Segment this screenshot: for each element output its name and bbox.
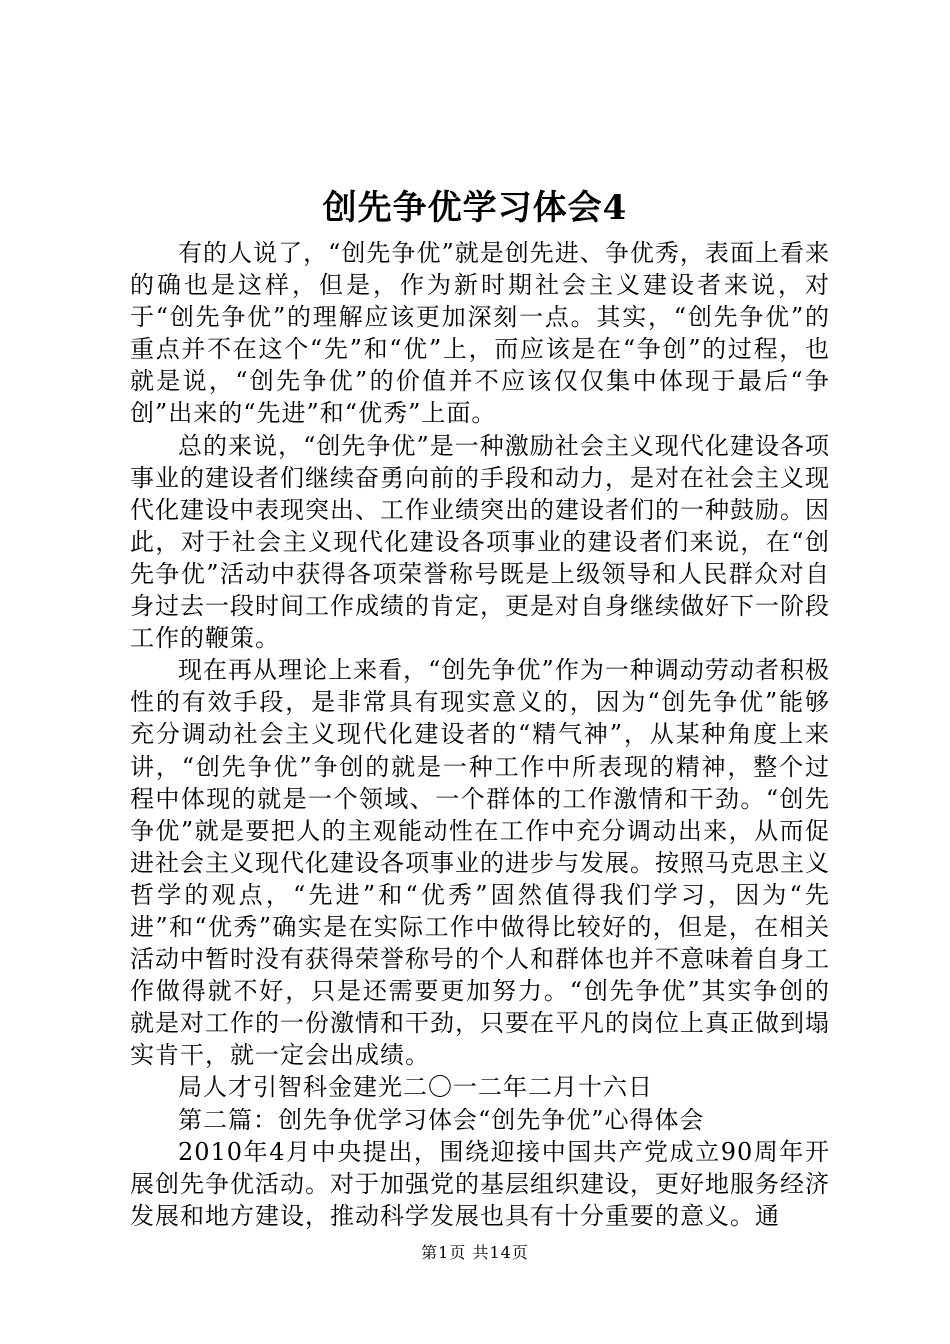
- page-number-footer: 第1页 共14页: [421, 1243, 529, 1262]
- signature-line: 局人才引智科金建光二〇一二年二月十六日: [178, 1073, 653, 1102]
- paragraph-4: 2010年4月中央提出，围绕迎接中国共产党成立90周年开展创先争优活动。对于加强党的基层组织建设，更好地服务经济发展和地方建设，推动科学发展也具有十分重要的意义。通: [130, 1137, 830, 1230]
- paragraph-1: 有的人说了，“创先争优”就是创先进、争优秀，表面上看来的确也是这样，但是，作为新时期社会主义建设者来说，对于“创先争优”的理解应该更加深刻一点。其实，“创先争优”的重点并不在这个“先”和“优”上，而应该是在“争创”的过程，也就是说，“创先争优”的价值并不应该仅仅集中体现于最后“争创”出来的“先进”和“优秀”上面。: [130, 239, 830, 428]
- paragraph-3: 现在再从理论上来看，“创先争优”作为一种调动劳动者积极性的有效手段，是非常具有现实意义的，因为“创先争优”能够充分调动社会主义现代化建设者的“精气神”，从某种角度上来讲，“创先争优”争创的就是一种工作中所表现的精神，整个过程中体现的就是一个领域、一个群体的工作激情和干劲。“创先争优”就是要把人的主观能动性在工作中充分调动出来，从而促进社会主义现代化建设各项事业的进步与发展。按照马克思主义哲学的观点，“先进”和“优秀”固然值得我们学习，因为“先进”和“优秀”确实是在实际工作中做得比较好的，但是，在相关活动中暂时没有获得荣誉称号的个人和群体也并不意味着自身工作做得就不好，只是还需要更加努力。“创先争优”其实争创的就是对工作的一份激情和干劲，只要在平凡的岗位上真正做到塌实肯干，就一定会出成绩。: [130, 656, 830, 1070]
- paragraph-2: 总的来说，“创先争优”是一种激励社会主义现代化建设各项事业的建设者们继续奋勇向前的手段和动力，是对在社会主义现代化建设中表现突出、工作业绩突出的建设者们的一种鼓励。因此，对于社会主义现代化建设各项事业的建设者们来说，在“创先争优”活动中获得各项荣誉称号既是上级领导和人民群众对自身过去一段时间工作成绩的肯定，更是对自身继续做好下一阶段工作的鞭策。: [130, 431, 830, 653]
- section-heading: 第二篇：创先争优学习体会“创先争优”心得体会: [178, 1105, 705, 1134]
- document-body: [130, 237, 830, 1232]
- document-title: 创先争优学习体会4: [322, 188, 628, 228]
